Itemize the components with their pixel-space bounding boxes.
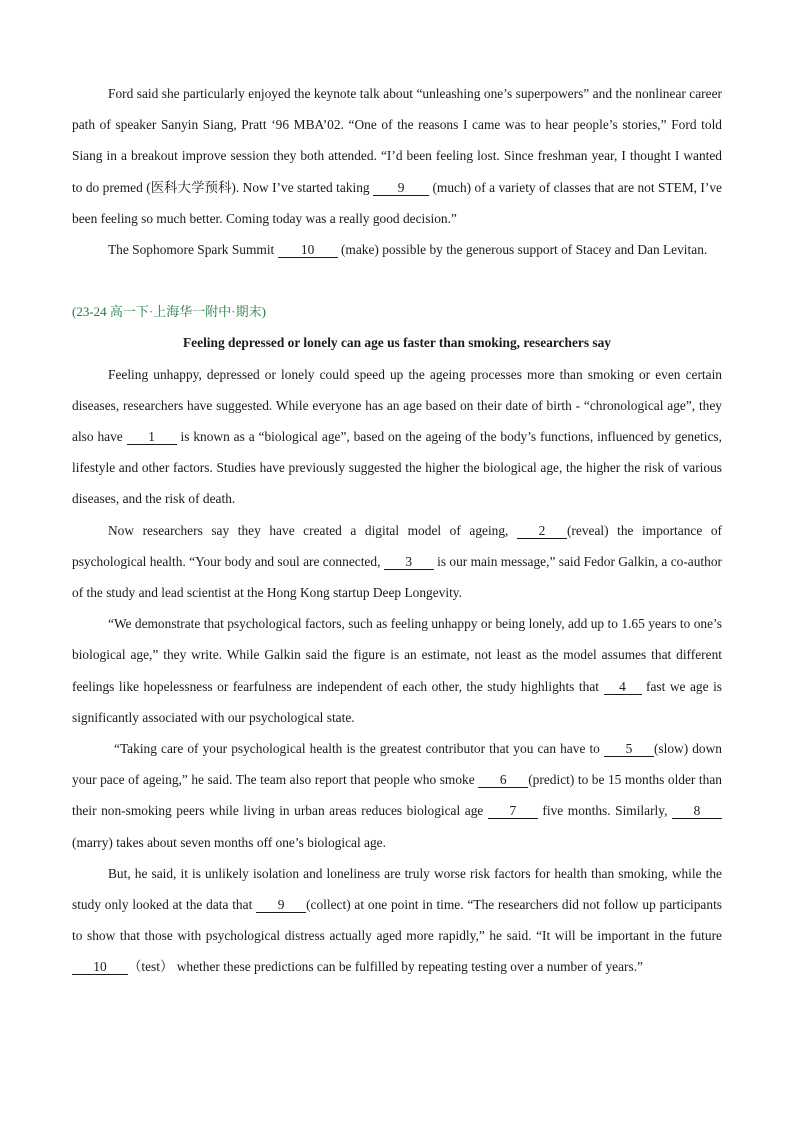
- section-gap: [72, 265, 722, 296]
- answer-blank: 4: [604, 680, 642, 695]
- answer-blank: 9: [256, 898, 306, 913]
- answer-blank: 7: [488, 804, 538, 819]
- paragraph-text: Now researchers say they have created a digital model of ageing,: [108, 522, 517, 538]
- answer-blank: 9: [373, 181, 429, 196]
- answer-blank: 8: [672, 804, 722, 819]
- answer-blank: 10: [72, 960, 128, 975]
- paragraph-text: (make) possible by the generous support of Stacey and Dan Levitan.: [337, 242, 708, 258]
- paragraph-text: (much) of a variety of classes that are not STEM, I’ve been feeling so much better. Coming today was a really good decision.”: [72, 179, 722, 226]
- paragraph-text: (predict) to be 15 months older than their non-smoking peers while living in urban areas reduces biological age: [72, 772, 722, 819]
- paragraph-text: five months. Similarly,: [537, 803, 672, 819]
- paragraph-text: （test） whether these predictions can be fulfilled by repeating testing over a number of years.”: [128, 959, 643, 975]
- paragraph: [72, 234, 722, 265]
- paragraph-text: Feeling unhappy, depressed or lonely could speed up the ageing processes more than smoking or even certain diseases, researchers have suggested. While everyone has an age based on their date of birth - “chronological age”, they also have: [72, 366, 722, 445]
- document-page: [72, 78, 722, 983]
- passage-title: Feeling depressed or lonely can age us faster than smoking, researchers say: [183, 335, 611, 351]
- answer-blank: 2: [517, 524, 567, 539]
- paragraph-text: “Taking care of your psychological health is the greatest contributor that you can have to: [114, 741, 604, 757]
- question-source: (23-24 高一下·上海华一附中·期末): [72, 304, 266, 320]
- paragraph: [72, 858, 722, 983]
- paragraph-text: (collect) at one point in time. “The researchers did not follow up participants to show that those with psychological distress actually aged more rapidly,” he said. “It will be important in the future: [72, 897, 722, 944]
- paragraph-text: is known as a “biological age”, based on the ageing of the body’s functions, influenced by genetics, lifestyle and other factors. Studies have previously suggested the higher the biological age, the higher the risk of various diseases, and the risk of death.: [72, 429, 722, 507]
- paragraph-text: is our main message,” said Fedor Galkin, a co-author of the study and lead scientist at the Hong Kong startup Deep Longevity.: [72, 553, 722, 601]
- answer-blank: 1: [127, 430, 177, 445]
- paragraph: [72, 515, 722, 609]
- paragraph: [72, 733, 722, 858]
- paragraph-text: But, he said, it is unlikely isolation and loneliness are truly worse risk factors for health than smoking, while the study only looked at the data that: [72, 865, 722, 913]
- paragraph-text: (reveal) the importance of psychological health. “Your body and soul are connected,: [72, 522, 722, 569]
- paragraph-text: (slow) down your pace of ageing,” he said. The team also report that people who smoke: [72, 741, 722, 788]
- paragraph-text: (marry) takes about seven months off one’s biological age.: [72, 834, 386, 850]
- paragraph: [72, 359, 722, 515]
- paragraph-text: The Sophomore Spark Summit: [108, 242, 278, 258]
- paragraph-text: Ford said she particularly enjoyed the keynote talk about “unleashing one’s superpowers” and the nonlinear career path of speaker Sanyin Siang, Pratt ‘96 MBA’02. “One of the reasons I came was to hear people’s stories,” Ford told Siang in a breakout improve session they both attended. “I’d been feeling lost. Since freshman year, I thought I wanted to do premed (医科大学预科). Now I’ve started taking: [72, 86, 722, 195]
- answer-blank: 6: [478, 773, 528, 788]
- paragraph: [72, 608, 722, 733]
- answer-blank: 3: [384, 555, 434, 570]
- answer-blank: 10: [278, 243, 338, 258]
- paragraph-text: fast we age is significantly associated with our psychological state.: [72, 678, 722, 725]
- paragraph-text: “We demonstrate that psychological factors, such as feeling unhappy or being lonely, add up to 1.65 years to one’s biological age,” they write. While Galkin said the figure is an estimate, not least as the model assumes that different feelings like hopelessness or fearfulness are independent of each other, the study highlights that: [72, 616, 722, 694]
- paragraph: [72, 78, 722, 234]
- answer-blank: 5: [604, 742, 654, 757]
